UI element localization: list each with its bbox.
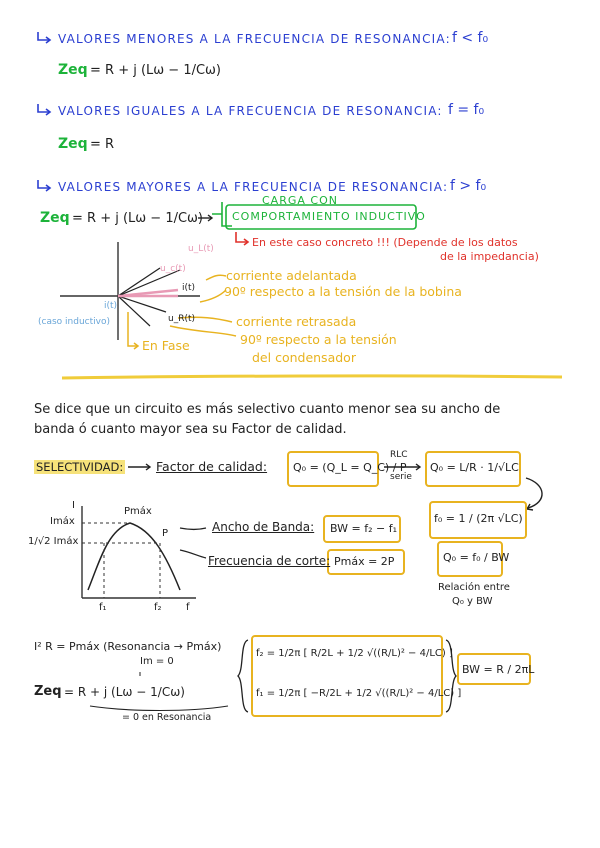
- curve-f2: f₂: [154, 602, 162, 613]
- label-ul: u_L(t): [188, 244, 214, 254]
- bottom-zeq-label: Zeq: [34, 684, 62, 699]
- pmax-formula: Pmáx = 2P: [334, 555, 395, 568]
- ancho-banda: Ancho de Banda:: [212, 520, 315, 534]
- carga-line1: CARGA CON: [262, 194, 338, 207]
- rlc-label: RLC: [390, 450, 408, 460]
- f2-formula: f₂ = 1/2π [ R/2L + 1/2 √((R/L)² − 4/LC) ]: [256, 648, 453, 659]
- bottom-zero-res: = 0 en Resonancia: [122, 712, 212, 723]
- q0-formula: Q₀ = (Q_L = Q_C) / P: [293, 461, 407, 474]
- bottom-zeq-expr: = R + j (Lω − 1/Cω): [64, 685, 185, 699]
- adelantada-1: corriente adelantada: [226, 268, 357, 283]
- mayores-title: VALORES MAYORES A LA FRECUENCIA DE RESONANCIA:: [58, 180, 449, 194]
- menores-condition: f < f₀: [452, 30, 489, 46]
- bw-final-formula: BW = R / 2πL: [462, 663, 535, 676]
- label-i-blue: i(t): [104, 301, 118, 311]
- selectivo-text-1: Se dice que un circuito es más selectivo cuanto menor sea su ancho de: [34, 402, 501, 417]
- mayores-condition: f > f₀: [450, 178, 487, 194]
- label-uc: u_c(t): [160, 264, 186, 274]
- factor-calidad: Factor de calidad:: [156, 459, 268, 474]
- bottom-line1: I² R = Pmáx (Resonancia → Pmáx): [34, 640, 222, 653]
- caso-line1: En este caso concreto !!! (Depende de los datos: [252, 236, 518, 249]
- retrasada-3: del condensador: [252, 350, 356, 365]
- selectividad-highlight: SELECTIVIDAD:: [36, 460, 124, 474]
- iguales-condition: f = f₀: [448, 102, 485, 118]
- curve-p: P: [162, 528, 169, 539]
- caso-line2: de la impedancia): [440, 250, 539, 263]
- curve-f: f: [186, 602, 190, 613]
- adelantada-2: 90º respecto a la tensión de la bobina: [224, 284, 462, 299]
- f0-formula: f₀ = 1 / (2π √LC): [434, 512, 523, 525]
- caso-inductivo: (caso inductivo): [38, 317, 110, 327]
- retrasada-2: 90º respecto a la tensión: [240, 332, 397, 347]
- iguales-zeq-label: Zeq: [58, 136, 88, 152]
- selectivo-text-2: banda ó cuanto mayor sea su Factor de calidad.: [34, 422, 347, 437]
- iguales-title: VALORES IGUALES A LA FRECUENCIA DE RESONANCIA:: [58, 104, 443, 118]
- carga-line2: COMPORTAMIENTO INDUCTIVO: [232, 210, 426, 223]
- selectividad-label: [34, 460, 125, 474]
- label-it: i(t): [182, 283, 196, 293]
- bw-formula: BW = f₂ − f₁: [330, 522, 398, 535]
- menores-title: VALORES MENORES A LA FRECUENCIA DE RESONANCIA:: [58, 32, 451, 46]
- q0-lr-formula: Q₀ = L/R · 1/√LC: [430, 461, 519, 474]
- curve-f1: f₁: [99, 602, 107, 613]
- phasor-diagram: [60, 242, 236, 349]
- section-divider: [62, 376, 562, 378]
- curve-imax-half: 1/√2 Imáx: [28, 536, 79, 547]
- label-ur: u_R(t): [168, 314, 196, 324]
- iguales-zeq-expr: = R: [90, 137, 115, 152]
- en-fase: En Fase: [142, 338, 190, 353]
- relacion-1: Relación entre: [438, 582, 510, 593]
- serie-label: serie: [390, 472, 412, 482]
- f1-formula: f₁ = 1/2π [ −R/2L + 1/2 √((R/L)² − 4/LC) ]: [256, 688, 462, 699]
- resonance-curve: [82, 506, 206, 598]
- retrasada-1: corriente retrasada: [236, 314, 357, 329]
- curve-pmax: Pmáx: [124, 506, 152, 517]
- curve-imax: Imáx: [50, 516, 75, 527]
- menores-zeq-label: Zeq: [58, 62, 88, 78]
- q0-bw-formula: Q₀ = f₀ / BW: [443, 551, 510, 564]
- mayores-zeq-label: Zeq: [40, 210, 70, 226]
- mayores-zeq-expr: = R + j (Lω − 1/Cω): [72, 211, 204, 226]
- curve-i-label: I: [72, 500, 75, 511]
- relacion-2: Q₀ y BW: [452, 596, 493, 607]
- menores-zeq-expr: = R + j (Lω − 1/Cω): [90, 63, 222, 78]
- frecuencia-corte: Frecuencia de corte:: [208, 554, 331, 568]
- bottom-im0: Im = 0: [140, 656, 174, 667]
